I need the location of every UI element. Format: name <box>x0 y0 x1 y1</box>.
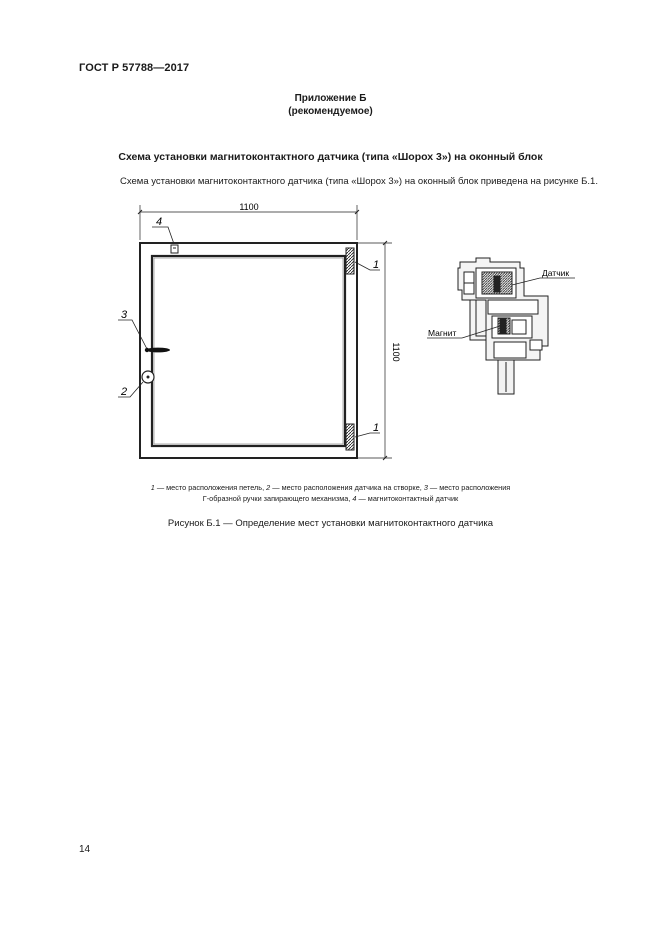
legend-num-3: 3 <box>423 483 428 492</box>
intro-paragraph: Схема установки магнитоконтактного датчика (типа «Шорох 3») на оконный блок приведена на рисунке Б.1. <box>120 176 598 187</box>
legend-text-1: — место расположения петель, <box>154 483 267 492</box>
legend-line-2 <box>0 493 661 504</box>
callout-lock: 2 <box>121 386 128 398</box>
legend-text-2: — место расположения датчика на створке, <box>270 483 424 492</box>
legend-num-1: 1 <box>150 483 155 492</box>
appendix-title: Приложение Б <box>294 93 367 104</box>
lock-marker <box>142 371 154 383</box>
standard-header: ГОСТ Р 57788—2017 <box>79 62 190 74</box>
label-sensor: Датчик <box>542 268 570 278</box>
label-magnet: Магнит <box>428 328 457 338</box>
hinge-top <box>346 248 354 274</box>
legend-line-1 <box>0 482 661 493</box>
legend-text-4: — магнитоконтактный датчик <box>356 494 459 503</box>
section-title: Схема установки магнитоконтактного датчика (типа «Шорох 3») на оконный блок <box>118 151 543 163</box>
height-dimension-label: 1100 <box>391 342 401 362</box>
legend-num-4: 4 <box>352 494 357 503</box>
width-dimension <box>138 202 359 240</box>
height-dimension <box>358 241 401 460</box>
appendix-subtitle: (рекомендуемое) <box>288 106 373 117</box>
callout-lines <box>118 227 380 437</box>
callout-sensor: 4 <box>156 216 163 228</box>
legend-num-2: 2 <box>266 483 271 492</box>
hinge-bottom <box>346 424 354 450</box>
callout-hinge-top: 1 <box>373 259 380 271</box>
legend-text-3: — место расположения <box>427 483 511 492</box>
sensor-marker <box>171 245 178 253</box>
profile-section <box>458 258 548 394</box>
figure-legend <box>0 482 661 504</box>
callout-hinge-bottom: 1 <box>373 422 380 434</box>
handle-marker <box>145 348 170 353</box>
legend-text-3b: Г-образной ручки запирающего механизма, <box>202 494 353 503</box>
window-frame <box>140 243 357 458</box>
figure-caption: Рисунок Б.1 — Определение мест установки магнитоконтактного датчика <box>167 518 494 529</box>
width-dimension-label: 1100 <box>239 202 259 212</box>
callout-handle: 3 <box>121 309 128 321</box>
page-number: 14 <box>79 844 91 855</box>
